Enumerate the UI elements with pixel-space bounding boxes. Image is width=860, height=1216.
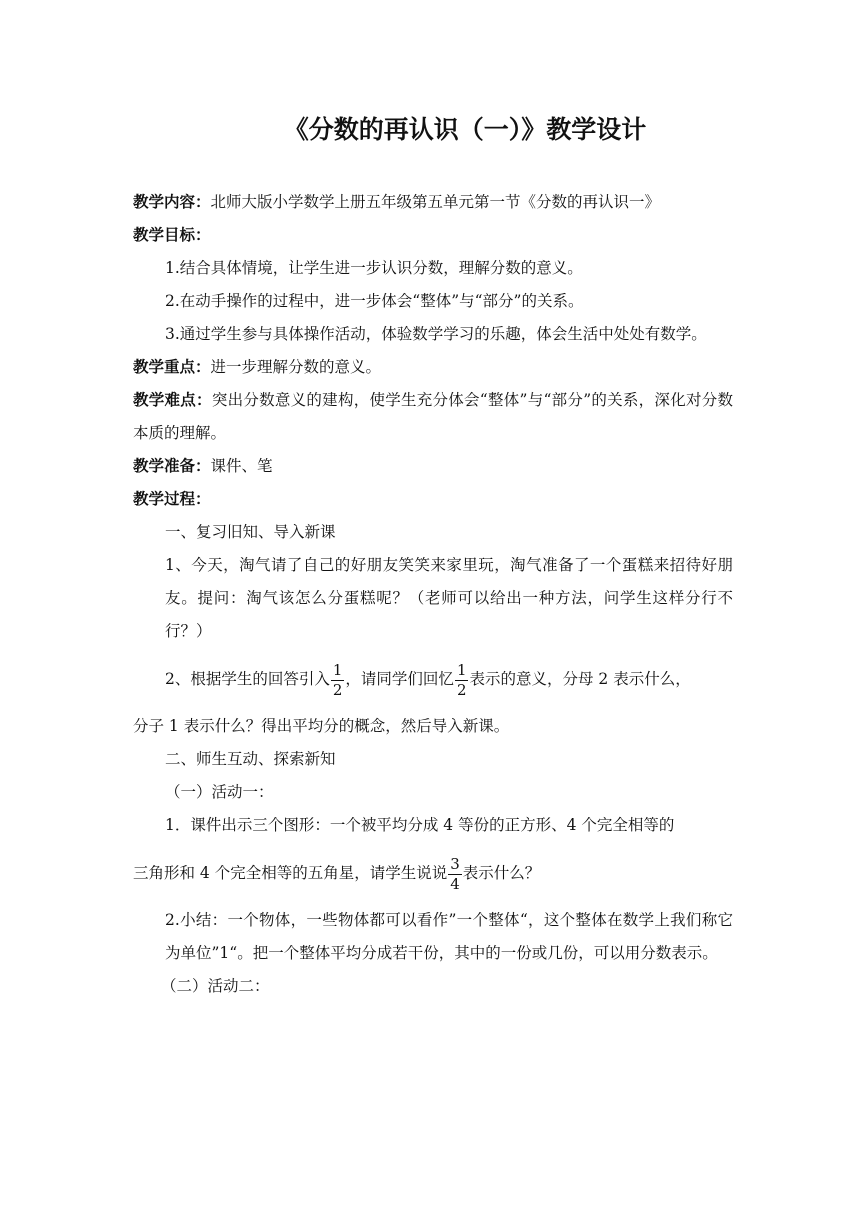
goal-item: 3.通过学生参与具体操作活动，体验数学学习的乐趣，体会生活中处处有数学。: [165, 325, 707, 343]
content-text: 北师大版小学数学上册五年级第五单元第一节《分数的再认识一》: [210, 193, 661, 211]
summary-paragraph: 2.小结：一个物体，一些物体都可以看作”一个整体“，这个整体在数学上我们称它为单位”1“。把一个整体平均分成若干份，其中的一份或几份，可以用分数表示。: [165, 911, 733, 962]
content-label: 教学内容：: [133, 193, 211, 211]
goal-item: 1.结合具体情境，让学生进一步认识分数，理解分数的意义。: [165, 259, 583, 277]
key-point-text: 进一步理解分数的意义。: [210, 358, 382, 376]
fraction-numerator: 1: [332, 660, 343, 679]
paragraph-segment: 表示的意义，分母 2 表示什么，: [469, 670, 691, 688]
preparation-row: [133, 450, 733, 483]
fraction-half: [455, 661, 469, 700]
goals-label: 教学目标：: [133, 226, 211, 244]
difficulty-label: 教学难点：: [133, 391, 212, 409]
paragraph-continuation: 分子 1 表示什么？得出平均分的概念，然后导入新课。: [133, 717, 510, 735]
fraction-half: [331, 661, 345, 700]
process-label: 教学过程：: [133, 490, 211, 508]
fraction-three-quarters: [448, 855, 462, 894]
paragraph-segment: 表示什么？: [462, 864, 541, 882]
fraction-numerator: 1: [456, 660, 467, 679]
activity-heading: （二）活动二：: [161, 977, 270, 995]
paragraph-segment: 三角形和 4 个完全相等的五角星，请学生说说: [133, 864, 448, 882]
paragraph-with-fraction: [133, 648, 733, 710]
preparation-text: 课件、笔: [210, 457, 273, 475]
key-point-label: 教学重点：: [133, 358, 211, 376]
fraction-denominator: 4: [450, 874, 460, 893]
fraction-denominator: 2: [456, 680, 467, 699]
content-row: [133, 186, 733, 219]
preparation-label: 教学准备：: [133, 457, 211, 475]
document-body: [133, 186, 733, 1003]
goals-heading: [133, 219, 733, 252]
paragraph: 1、今天，淘气请了自己的好朋友笑笑来家里玩，淘气准备了一个蛋糕来招待好朋友。提问：淘气该怎么分蛋糕呢？（老师可以给出一种方法，问学生这样分行不行？）: [165, 556, 733, 640]
key-point-row: [133, 351, 733, 384]
paragraph-with-fraction: [133, 842, 733, 904]
fraction-numerator: 3: [450, 854, 460, 873]
document-title: 《分数的再认识（一）》教学设计: [283, 115, 647, 144]
paragraph: 1．课件出示三个图形：一个被平均分成 4 等份的正方形、4 个完全相等的: [165, 816, 675, 834]
process-heading: [133, 483, 733, 516]
fraction-denominator: 2: [332, 680, 343, 699]
paragraph-segment: 2、根据学生的回答引入: [165, 670, 330, 688]
activity-heading: （一）活动一：: [165, 783, 274, 801]
paragraph-segment: ，请同学们回忆: [345, 670, 454, 688]
difficulty-text: 突出分数意义的建构，使学生充分体会“整体”与“部分”的关系，深化对分数本质的理解。: [133, 391, 733, 442]
section-heading: 一、复习旧知、导入新课: [165, 523, 336, 541]
goal-item: 2.在动手操作的过程中，进一步体会“整体”与“部分”的关系。: [165, 292, 584, 310]
difficulty-row: [133, 384, 733, 450]
section-heading: 二、师生互动、探索新知: [165, 750, 336, 768]
